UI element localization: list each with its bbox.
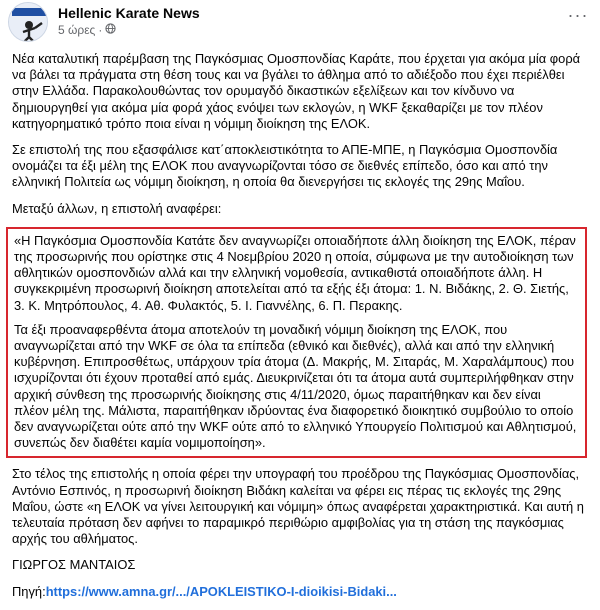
author-signature: ΓΙΩΡΓΟΣ ΜΑΝΤΑΙΟΣ [12, 557, 136, 573]
karate-logo-icon [9, 3, 48, 42]
page-avatar[interactable] [8, 2, 48, 42]
highlighted-quote [6, 227, 587, 459]
post-paragraph-3: Μεταξύ άλλων, η επιστολή αναφέρει: [12, 200, 222, 216]
quote-paragraph-2: Τα έξι προαναφερθέντα άτομα αποτελούν τη μοναδική νόμιμη διοίκηση της ΕΛΟΚ, που αναγνωρίζεται από την WKF σε όλα τα επίπεδα (εθνικό και διεθνές), αλλά και από την ελληνική κυβέρνηση. Επιπροσθέτως, υπάρχουν τρία άτομα (Δ. Μακρής, Μ. Σιταράς, Μ. Χαραλάμπους) που ισχυρίζονται ότι έχουν προταθεί από εμάς. Διευκρινίζεται ότι τα άτομα αυτά συμπεριλήφθηκαν στην αρχική σύνθεση της προσωρινής διοίκησης στις 4/11/2020, όμως παραιτήθηκαν και δεν είναι πλέον μέλη της. Μάλιστα, παραιτήθηκαν ιδρύοντας ένα διαφορετικό διοικητικό συμβούλιο το οποίο δεν αναγνωρίζεται ούτε από την WKF ούτε από το ελληνικό Υπουργείο Πολιτισμού και Αθλητισμού, συνεπώς δεν διαθέτει καμία νομιμοποίηση». [14, 321, 577, 451]
post-body [12, 51, 590, 610]
post-paragraph-1: Νέα καταλυτική παρέμβαση της Παγκόσμιας Ομοσπονδίας Καράτε, που έρχεται για ακόμα μία φορά να βάλει τα πράγματα στη θέση τους και να βγάλει το άθλημα από το αδιέξοδο που έχει περιέλθει στην Ελλάδα. Παρακολουθώντας τον ορυμαγδό δικαστικών εξελίξεων και τον κίνδυνο να δημιουργηθεί για ακόμα μία φορά χάος ενόψει των εκλογών, η WKF ξεκαθαρίζει με τον πλέον κατηγορηματικό τρόπο ποια είναι η νόμιμη διοίκηση της ΕΛΟΚ. [12, 51, 581, 131]
post-paragraph-2: Σε επιστολή της που εξασφάλισε κατ΄αποκλειστικότητα το ΑΠΕ-ΜΠΕ, η Παγκόσμια Ομοσπονδία ονομάζει τα έξι μέλη της ΕΛΟΚ που αναγνωρίζονται τόσο σε διεθνές επίπεδο, όσο και από την ελληνική Πολιτεία ως νόμιμη διοίκηση, η οποία θα διενεργήσει τις εκλογές της 29ης Μαΐου. [12, 142, 558, 190]
post-header [8, 2, 592, 42]
post-meta: 5 ώρες · [58, 23, 116, 37]
post-time[interactable]: 5 ώρες [58, 23, 96, 37]
source-line [12, 584, 590, 600]
closing-paragraph: Στο τέλος της επιστολής η οποία φέρει την υπογραφή του προέδρου της Παγκόσμιας Ομοσπονδίας, Αντόνιο Εσπινός, η προσωρινή διοίκηση Βιδάκη καλείται να φέρει εις πέρας τις εκλογές της 29ης Μαΐου, ώστε «η ΕΛΟΚ να γίνει λειτουργική και νόμιμη» όπως αναφέρεται χαρακτηριστικά. Και αυτή η τελευταία πρόταση δεν αφήνει το παραμικρό περιθώριο αμφιβολίας για τη στάση της παγκόσμιας αρχής του αθλήματος. [12, 466, 584, 547]
more-options-icon[interactable]: ··· [567, 5, 589, 25]
globe-icon[interactable] [105, 23, 116, 37]
page-name[interactable]: Hellenic Karate News [58, 5, 200, 21]
quote-paragraph-1: «Η Παγκόσμια Ομοσπονδία Κατάτε δεν αναγνωρίζει οποιαδήποτε άλλη διοίκηση της ΕΛΟΚ, πέραν της προσωρινής που ορίστηκε στις 4 Νοεμβρίου 2020 η οποία, σύμφωνα με την αυτοδιοίκηση των αθλητικών ομοσπονδιών αλλά και την ελληνική νομοθεσία, αντικαθιστά οποιαδήποτε άλλη. Η συγκεκριμένη προσωρινή διοίκηση αποτελείται από τα εξής έξι άτομα: 1. Ν. Βιδάκης, 2. Θ. Σιετής, 3. Κ. Μητρόπουλος, 4. Αθ. Φυλακτός, 5. Ι. Γιαννέλης, 6. Π. Περακης. [14, 232, 576, 313]
source-label: Πηγή: [12, 583, 46, 599]
source-link[interactable]: https://www.amna.gr/.../APOKLEISTIKO-I-dioikisi-Bidaki... [45, 583, 397, 599]
